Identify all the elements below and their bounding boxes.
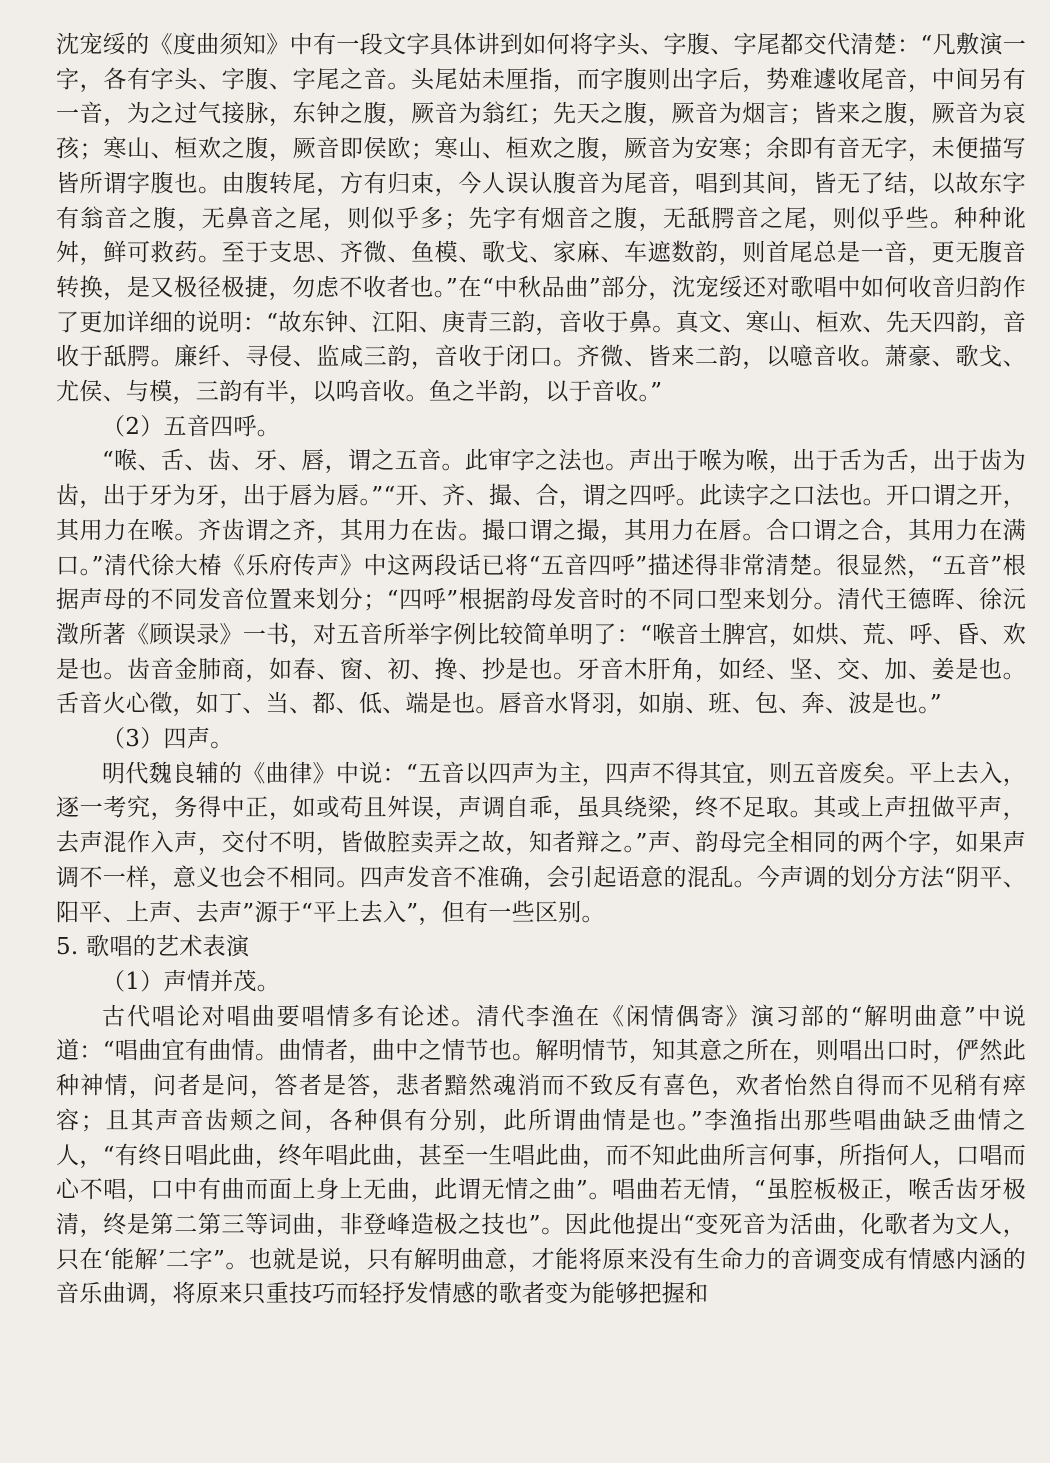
paragraph-voice-and-emotion: 古代唱论对唱曲要唱情多有论述。清代李渔在《闲情偶寄》演习部的“解明曲意”中说道：“唱曲宜有曲情。曲情者，曲中之情节也。解明情节，知其意之所在，则唱出口时，俨然此种神情，问者是问，答者是答，悲者黯然魂消而不致反有喜色，欢者怡然自得而不见稍有瘁容；且其声音齿颊之间，各种俱有分别，此所谓曲情是也。”李渔指出那些唱曲缺乏曲情之人，“有终日唱此曲，终年唱此曲，甚至一生唱此曲，而不知此曲所言何事，所指何人，口唱而心不唱，口中有曲而面上身上无曲，此谓无情之曲”。唱曲若无情，“虽腔板极正，喉舌齿牙极清，终是第二第三等词曲，非登峰造极之技也”。因此他提出“变死音为活曲，化歌者为文人，只在‘能解’二字”。也就是说，只有解明曲意，才能将原来没有生命力的音调变成有情感内涵的音乐曲调，将原来只重技巧而轻抒发情感的歌者变为能够把握和 xyxy=(56,1003,1026,1308)
document-body xyxy=(56,28,1026,1312)
heading-five-tones-four-calls: （2）五音四呼。 xyxy=(102,413,281,440)
heading-voice-and-emotion: （1）声情并茂。 xyxy=(102,968,281,995)
heading-four-tones: （3）四声。 xyxy=(102,726,234,753)
paragraph-four-tones: 明代魏良辅的《曲律》中说：“五音以四声为主，四声不得其宜，则五音废矣。平上去入，逐一考究，务得中正，如或苟且舛误，声调自乖，虽具绕梁，终不足取。其或上声扭做平声，去声混作入声，交付不明，皆做腔卖弄之故，知者辩之。”声、韵母完全相同的两个字，如果声调不一样，意义也会不相同。四声发音不准确，会引起语意的混乱。今声调的划分方法“阴平、阳平、上声、去声”源于“平上去入”，但有一些区别。 xyxy=(56,760,1026,926)
paragraph-five-tones: “喉、舌、齿、牙、唇，谓之五音。此审字之法也。声出于喉为喉，出于舌为舌，出于齿为齿，出于牙为牙，出于唇为唇。”“开、齐、撮、合，谓之四呼。此读字之口法也。开口谓之开，其用力在喉。齐齿谓之齐，其用力在齿。撮口谓之撮，其用力在唇。合口谓之合，其用力在满口。”清代徐大椿《乐府传声》中这两段话已将“五音四呼”描述得非常清楚。很显然，“五音”根据声母的不同发音位置来划分；“四呼”根据韵母发音时的不同口型来划分。清代王德晖、徐沅澂所著《顾误录》一书，对五音所举字例比较简单明了：“喉音土脾宫，如烘、荒、呼、昏、欢是也。齿音金肺商，如春、窗、初、搀、抄是也。牙音木肝角，如经、坚、交、加、姜是也。舌音火心徵，如丁、当、都、低、端是也。唇音水肾羽，如崩、班、包、奔、波是也。” xyxy=(56,448,1026,718)
section-heading-art-of-singing: 5. 歌唱的艺术表演 xyxy=(56,934,250,961)
paragraph-character-rhymes: 沈宠绥的《度曲须知》中有一段文字具体讲到如何将字头、字腹、字尾都交代清楚：“凡敷演一字，各有字头、字腹、字尾之音。头尾姑未厘指，而字腹则出字后，势难遽收尾音，中间另有一音，为之过气接脉，东钟之腹，厥音为翁红；先天之腹，厥音为烟言；皆来之腹，厥音为哀孩；寒山、桓欢之腹，厥音即侯欧；寒山、桓欢之腹，厥音为安寒；余即有音无字，未便描写皆所谓字腹也。由腹转尾，方有归束，今人误认腹音为尾音，唱到其间，皆无了结，以故东字有翁音之腹，无鼻音之尾，则似乎多；先字有烟音之腹，无舐腭音之尾，则似乎些。种种讹舛，鲜可救药。至于支思、齐微、鱼模、歌戈、家麻、车遮数韵，则首尾总是一音，更无腹音转换，是又极径极捷，勿虑不收者也。”在“中秋品曲”部分，沈宠绥还对歌唱中如何收音归韵作了更加详细的说明：“故东钟、江阳、庚青三韵，音收于鼻。真文、寒山、桓欢、先天四韵，音收于舐腭。廉纤、寻侵、监咸三韵，音收于闭口。齐微、皆来二韵，以噫音收。萧豪、歌戈、尤侯、与模，三韵有半，以呜音收。鱼之半韵，以于音收。” xyxy=(56,32,1026,406)
